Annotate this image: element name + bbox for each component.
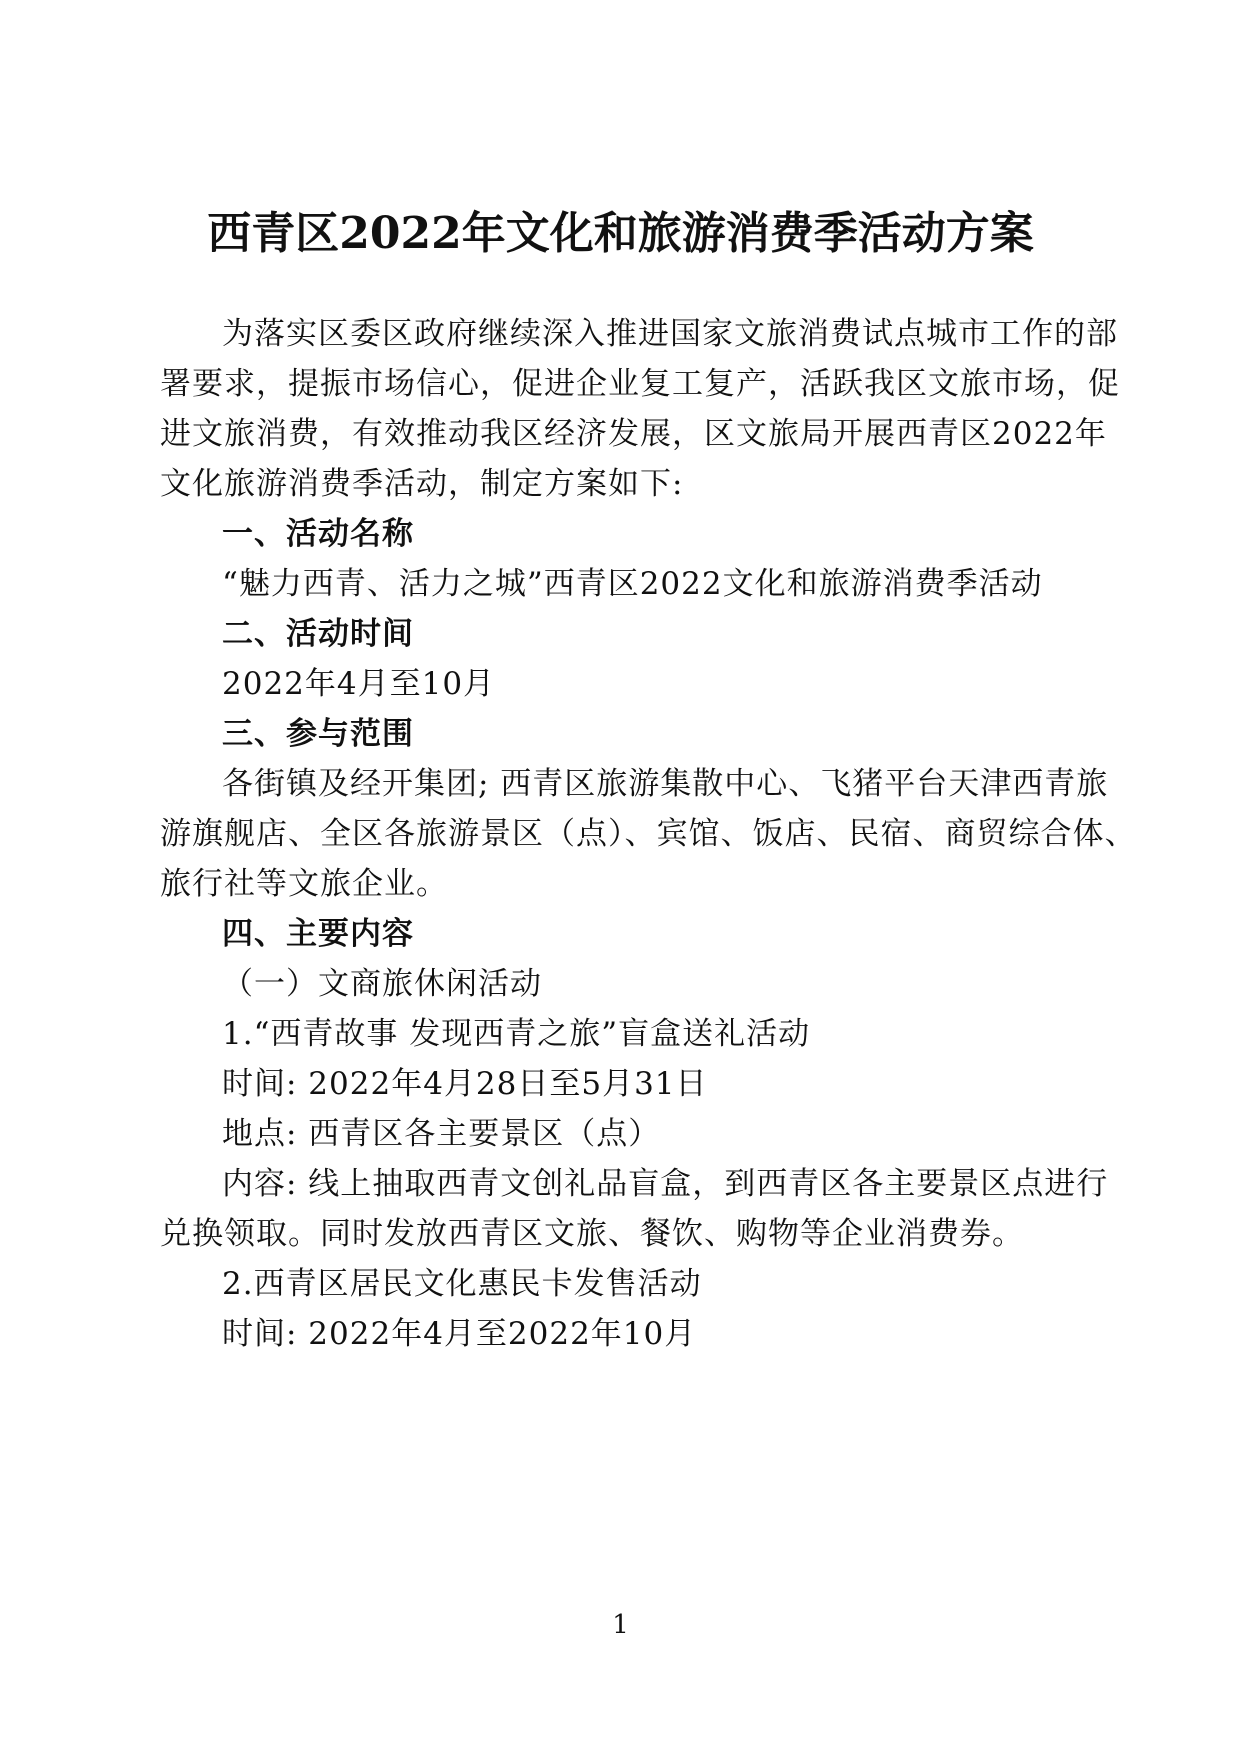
section-heading-main-content: 四、主要内容 — [222, 916, 414, 952]
section-heading-activity-name: 一、活动名称 — [222, 516, 414, 552]
item1-location: 地点: 西青区各主要景区（点） — [222, 1116, 661, 1152]
intro-line-2: 署要求，提振市场信心，促进企业复工复产，活跃我区文旅市场，促 — [160, 366, 1120, 402]
scope-line-2: 游旗舰店、全区各旅游景区（点）、宾馆、饭店、民宿、商贸综合体、 — [160, 816, 1137, 852]
subsection-heading-leisure: （一）文商旅休闲活动 — [222, 966, 542, 1002]
intro-line-1: 为落实区委区政府继续深入推进国家文旅消费试点城市工作的部 — [222, 316, 1118, 352]
activity-name-text: “魅力西青、活力之城”西青区2022文化和旅游消费季活动 — [222, 566, 1043, 602]
intro-line-4: 文化旅游消费季活动，制定方案如下: — [160, 466, 684, 502]
item1-time: 时间: 2022年4月28日至5月31日 — [222, 1066, 708, 1102]
item1-title: 1.“西青故事 发现西青之旅”盲盒送礼活动 — [222, 1016, 811, 1052]
item1-content-line-2: 兑换领取。同时发放西青区文旅、餐饮、购物等企业消费券。 — [160, 1216, 1024, 1252]
scope-line-1: 各街镇及经开集团; 西青区旅游集散中心、飞猪平台天津西青旅 — [222, 766, 1109, 802]
item2-time: 时间: 2022年4月至2022年10月 — [222, 1316, 697, 1352]
item2-title: 2.西青区居民文化惠民卡发售活动 — [222, 1266, 702, 1302]
scope-line-3: 旅行社等文旅企业。 — [160, 866, 448, 902]
page-number: 1 — [612, 1610, 629, 1640]
section-heading-activity-time: 二、活动时间 — [222, 616, 414, 652]
activity-time-text: 2022年4月至10月 — [222, 666, 496, 702]
intro-line-3: 进文旅消费，有效推动我区经济发展，区文旅局开展西青区2022年 — [160, 416, 1107, 452]
document-title: 西青区2022年文化和旅游消费季活动方案 — [207, 208, 1034, 259]
item1-content-line-1: 内容: 线上抽取西青文创礼品盲盒，到西青区各主要景区点进行 — [222, 1166, 1109, 1202]
section-heading-participation-scope: 三、参与范围 — [222, 716, 414, 752]
